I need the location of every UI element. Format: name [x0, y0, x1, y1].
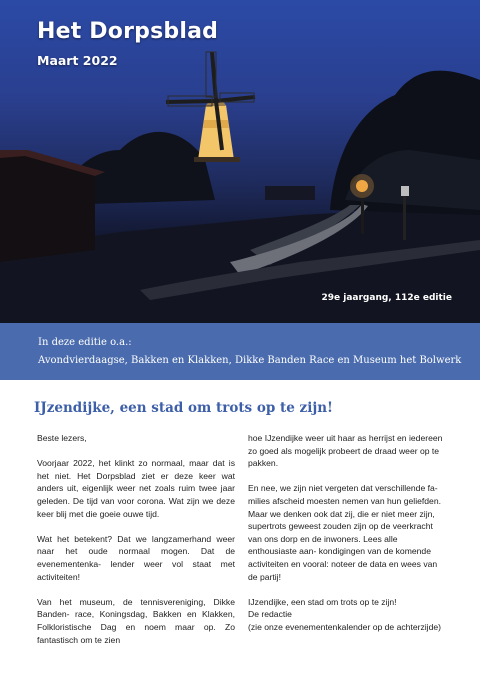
article-paragraph: Van het museum, de tennisvereniging, Dikke Banden- race, Koningsdag, Bakken en Klakken, Folkloristische Dag en noem maar op. Zo fantastisch om te zien	[37, 596, 235, 645]
article-paragraph: hoe IJzendijke weer uit haar as herrijst en iedereen zo goed als mogelijk probeert de draad weer op te pakken.	[248, 433, 443, 469]
contents-intro: In deze editie o.a.:	[38, 337, 132, 348]
article-headline: IJzendijke, een stad om trots op te zijn!	[34, 400, 333, 416]
contents-banner	[0, 323, 480, 380]
article-paragraph: En nee, we zijn niet vergeten dat verschillende fa- milies afscheid moesten nemen van hun geliefden. Maar we denken ook dat zij, die er niet meer zijn, supertrots geweest zouden zijn op de veerkracht van ons dorp en de inwoners. Lees alle enthousiaste aan- kondigingen van de komende activiteiten en vooral: noteer de data en wees van de partij!	[248, 483, 441, 582]
article-paragraph: Wat het betekent? Dat we langzamerhand weer naar het oude normaal mogen. Dat de evenementenka- lender weer vol staat met activiteiten!	[37, 533, 235, 582]
article-column-left	[37, 432, 235, 659]
windmill-scene-illustration	[0, 0, 480, 323]
article-signoff	[248, 596, 447, 634]
article-paragraph: Voorjaar 2022, het klinkt zo normaal, maar dat is het niet. Het Dorpsblad ziet er deze keer wat anders uit, eigenlijk weer net zoals ruim twee jaar geleden. De tijd van voor corona. Wat zijn we deze keer blij met die goeie ouwe tijd.	[37, 458, 235, 519]
signoff-author: De redactie	[248, 609, 292, 620]
contents-topics: Avondvierdaagse, Bakken en Klakken, Dikke Banden Race en Museum het Bolwerk	[38, 355, 462, 366]
article-paragraph: Beste lezers,	[37, 433, 87, 443]
newsletter-title: Het Dorpsblad	[37, 19, 219, 44]
article-column-right	[248, 432, 447, 634]
issue-date: Maart 2022	[37, 53, 118, 68]
signoff-note: (zie onze evenementenkalender op de achterzijde)	[248, 621, 442, 632]
edition-info: 29e jaargang, 112e editie	[321, 293, 452, 303]
signoff-line: IJzendijke, een stad om trots op te zijn!	[248, 596, 397, 607]
cover-photo	[0, 0, 480, 323]
